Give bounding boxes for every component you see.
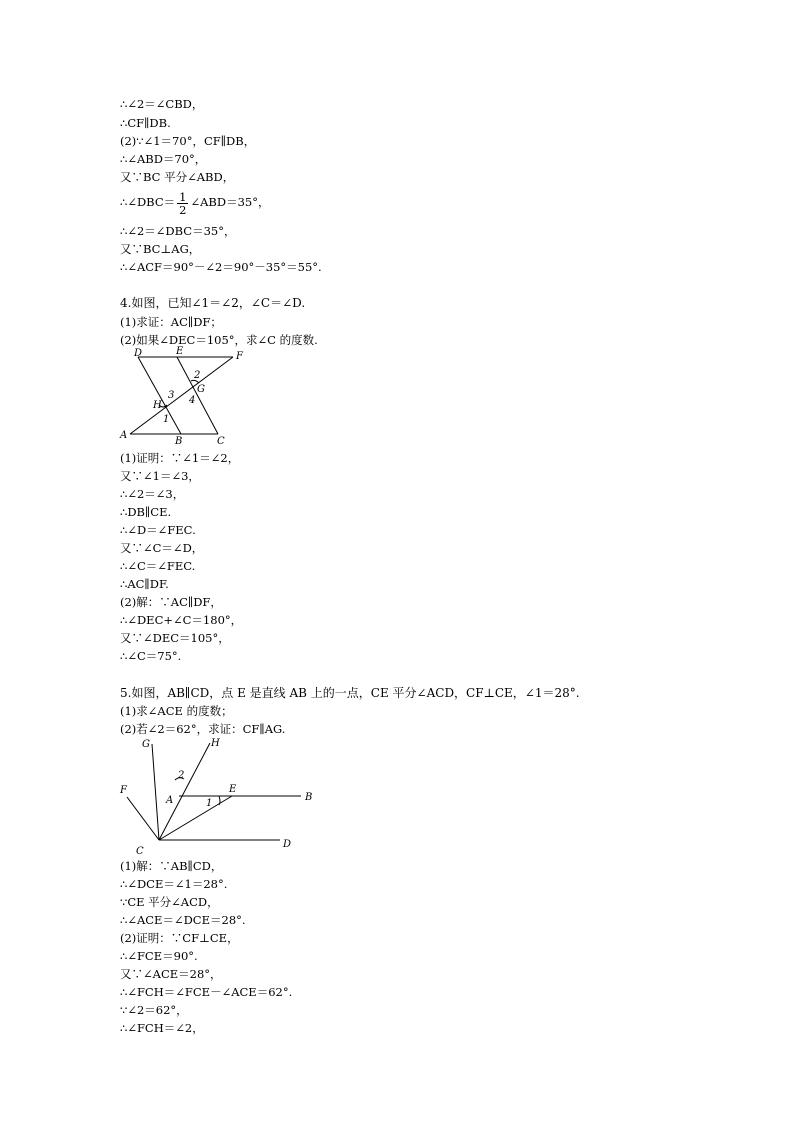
fraction-numerator: 1 xyxy=(179,189,187,204)
solution-line: ∴∠FCH＝∠FCE－∠ACE＝62°. xyxy=(120,985,293,999)
solution-line: ∴∠2＝∠3， xyxy=(120,487,185,501)
question-4-part-2: (2)如果∠DEC＝105°，求∠C 的度数. xyxy=(120,333,318,347)
solution-line: 又∵BC 平分∠ABD， xyxy=(120,170,235,184)
solution-line: ∴AC∥DF. xyxy=(120,577,169,591)
solution-line-with-fraction xyxy=(120,188,269,216)
point-label-d: D xyxy=(134,348,143,359)
angle-label-4: 4 xyxy=(189,395,196,406)
solution-line: (2)解：∵AC∥DF， xyxy=(120,595,222,609)
solution-line: ∵CE 平分∠ACD， xyxy=(120,895,219,909)
solution-line: ∴∠ACF＝90°－∠2＝90°－35°＝55°. xyxy=(120,260,322,274)
solution-line: ∴CF∥DB. xyxy=(120,116,171,130)
solution-line: ∴∠D＝∠FEC. xyxy=(120,523,196,537)
angle-label-2: 2 xyxy=(194,370,201,381)
point-label-g: G xyxy=(197,384,205,395)
point-label-a: A xyxy=(166,795,174,806)
solution-line: 又∵∠ACE＝28°， xyxy=(120,967,222,981)
fraction-denominator: 2 xyxy=(179,202,187,217)
solution-line: ∴∠2＝∠CBD， xyxy=(120,97,204,111)
solution-line: (1)证明：∵∠1＝∠2， xyxy=(120,451,240,465)
solution-line: 又∵∠DEC＝105°， xyxy=(120,631,230,645)
point-label-d: D xyxy=(283,839,292,850)
solution-line: ∴∠DCE＝∠1＝28°. xyxy=(120,877,228,891)
solution-line: ∴∠C＝75°. xyxy=(120,649,182,663)
solution-line: ∴∠FCE＝90°. xyxy=(120,949,198,963)
solution-line: (2)证明：∵CF⊥CE， xyxy=(120,931,239,945)
question-5-part-2: (2)若∠2＝62°，求证：CF∥AG. xyxy=(120,722,286,736)
angle-label-1: 1 xyxy=(206,798,213,809)
question-5-title: 5.如图，AB∥CD，点 E 是直线 AB 上的一点，CE 平分∠ACD，CF⊥CE，∠1＝28°. xyxy=(120,686,580,700)
solution-line: ∴∠ABD＝70°， xyxy=(120,152,207,166)
solution-line: ∴∠C＝∠FEC. xyxy=(120,559,196,573)
point-label-g: G xyxy=(142,739,150,750)
solution-line: ∴∠ACE＝∠DCE＝28°. xyxy=(120,913,246,927)
question-5-part-1: (1)求∠ACE 的度数； xyxy=(120,704,233,718)
solution-line: (2)∵∠1＝70°，CF∥DB， xyxy=(120,134,256,148)
solution-line: (1)解：∵AB∥CD， xyxy=(120,859,223,873)
fraction xyxy=(177,191,188,216)
question-4-part-1: (1)求证：AC∥DF； xyxy=(120,315,222,329)
angle-label-2: 2 xyxy=(178,770,185,781)
solution-line: ∴DB∥CE. xyxy=(120,505,172,519)
question-4-figure xyxy=(115,343,255,448)
solution-line: ∵∠2＝62°， xyxy=(120,1003,188,1017)
solution-line: 又∵∠1＝∠3， xyxy=(120,469,200,483)
point-label-f: F xyxy=(120,785,127,796)
point-label-e: E xyxy=(176,346,184,357)
solution-line: 又∵∠C＝∠D， xyxy=(120,541,204,555)
point-label-a: A xyxy=(120,430,128,441)
point-label-h: H xyxy=(153,400,162,411)
point-label-e: E xyxy=(229,784,237,795)
solution-line: ∴∠FCH＝∠2， xyxy=(120,1021,204,1035)
solution-line: 又∵BC⊥AG， xyxy=(120,242,201,256)
question-5-figure xyxy=(115,733,315,858)
question-4-title: 4.如图，已知∠1＝∠2，∠C＝∠D. xyxy=(120,296,306,310)
point-label-h: H xyxy=(211,738,220,749)
solution-line: ∴∠DEC+∠C＝180°， xyxy=(120,613,243,627)
fraction-suffix: ∠ABD＝35°， xyxy=(190,195,270,209)
solution-line: ∴∠2＝∠DBC＝35°， xyxy=(120,224,236,238)
point-label-c: C xyxy=(217,436,225,447)
point-label-c: C xyxy=(136,846,144,857)
angle-label-3: 3 xyxy=(168,390,175,401)
point-label-b: B xyxy=(305,792,313,803)
point-label-f: F xyxy=(236,351,243,362)
point-label-b: B xyxy=(175,436,183,447)
angle-label-1: 1 xyxy=(163,414,170,425)
fraction-prefix: ∴∠DBC＝ xyxy=(120,195,176,209)
